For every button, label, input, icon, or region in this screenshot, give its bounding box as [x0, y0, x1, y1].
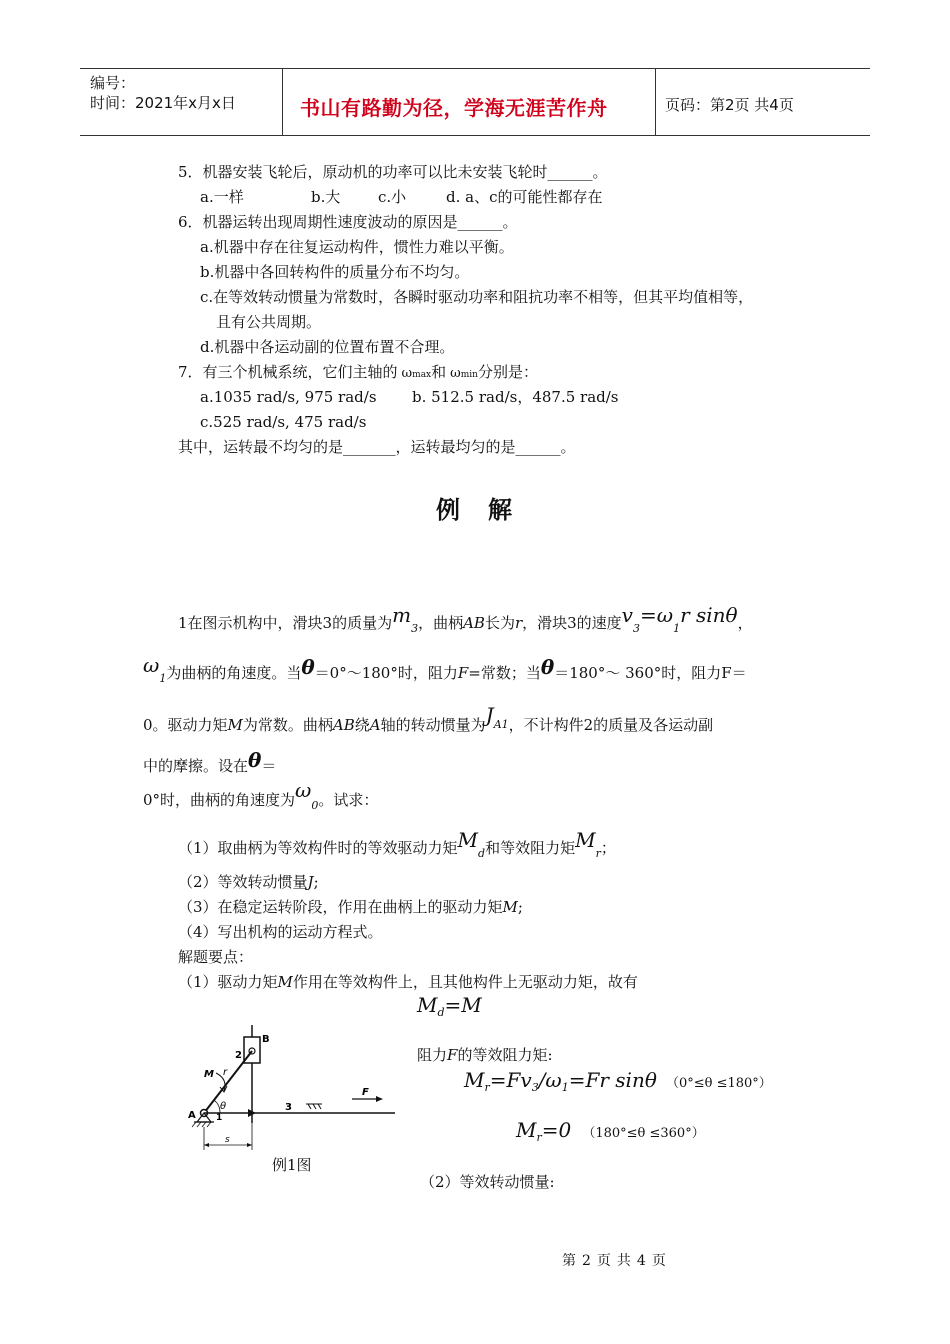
dim-arrow-left-icon: [204, 1143, 209, 1147]
label-a: A: [188, 1110, 196, 1121]
footer-page-label: 第2页共4页: [562, 1253, 672, 1269]
q5-option-c: c.小: [378, 188, 407, 206]
label-s: s: [225, 1135, 230, 1145]
resistance-label: 阻力F的等效阻力矩:: [417, 1046, 553, 1064]
label-3: 3: [285, 1102, 292, 1113]
example-line-1: 1在图示机构中，滑块3的质量为$m_3$，曲柄AB长为r，滑块3的速度$v_3=\omega_1r$ sinθ，: [178, 603, 753, 635]
solution-1: （1）驱动力矩M作用在等效构件上，且其他构件上无驱动力矩，故有: [178, 973, 638, 991]
example-line-4: 中的摩擦。设在θ＝: [143, 748, 277, 775]
doc-date-label: 时间：2021年x月x日: [90, 94, 236, 112]
ask-2: （2）等效转动惯量J;: [178, 873, 319, 891]
label-r: r: [223, 1067, 228, 1078]
q7-option-c: c.525 rad/s, 475 rad/s: [200, 413, 367, 431]
label-m: M: [204, 1069, 214, 1080]
example-line-5: 0°时，曲柄的角速度为$\omega_0$。试求：: [143, 778, 379, 812]
ask-1: （1）取曲柄为等效构件时的等效驱动力矩$M_d$和等效阻力矩$M_r$；: [178, 828, 616, 860]
dim-arrow-right-icon: [247, 1143, 252, 1147]
equation-md: $M_d=M$: [417, 993, 482, 1019]
label-1: 1: [216, 1113, 223, 1123]
q5-stem: 5．机器安装飞轮后，原动机的功率可以比未安装飞轮时______。: [178, 163, 608, 181]
ask-4: （4）写出机构的运动方程式。: [178, 923, 383, 941]
q7-question: 其中，运转最不均匀的是_______，运转最均匀的是______。: [178, 438, 576, 456]
section-title: 例解: [436, 496, 540, 524]
q6-option-c-line2: 且有公共周期。: [216, 313, 322, 331]
header-motto: 书山有路勤为径，学海无涯苦作舟: [300, 96, 608, 120]
q6-option-b: b.机器中各回转构件的质量分布不均匀。: [200, 263, 470, 281]
ground-hatch-a: [192, 1122, 211, 1127]
label-b: B: [262, 1034, 270, 1045]
q5-option-b: b.大: [311, 188, 341, 206]
q7-option-a: a.1035 rad/s, 975 rad/s: [200, 388, 377, 406]
example-line-3: 0。驱动力矩M为常数。曲柄AB绕A轴的转动惯量为JA1，不计构件2的质量及各运动副: [143, 703, 714, 734]
header-divider-left: [282, 69, 283, 135]
force-arrow-head-icon: [376, 1096, 383, 1102]
mechanism-figure: [180, 1025, 405, 1155]
header-page-label: 页码：第2页 共4页: [665, 96, 794, 114]
q6-option-a: a.机器中存在往复运动构件，惯性力难以平衡。: [200, 238, 514, 256]
q5-option-d: d. a、c的可能性都存在: [446, 188, 603, 206]
crank-ab: [204, 1051, 252, 1113]
q5-option-a: a.一样: [200, 188, 244, 206]
header-top-rule: [80, 68, 870, 69]
key-points-label: 解题要点：: [178, 948, 254, 966]
label-theta: θ: [220, 1101, 227, 1112]
q7-stem: 7．有三个机械系统，它们主轴的 ωmax和 ωmin分别是：: [178, 363, 538, 381]
header-bottom-rule: [80, 135, 870, 136]
solution-2: （2）等效转动惯量:: [420, 1173, 555, 1191]
ground-hatch-3: [306, 1104, 322, 1109]
figure-caption: 例1图: [272, 1156, 312, 1174]
q7-option-b: b. 512.5 rad/s，487.5 rad/s: [412, 388, 619, 406]
label-f: F: [362, 1087, 369, 1098]
q6-option-d: d.机器中各运动副的位置布置不合理。: [200, 338, 455, 356]
q6-option-c-line1: c.在等效转动惯量为常数时，各瞬时驱动功率和阻抗功率不相等，但其平均值相等，: [200, 288, 754, 306]
header-divider-right: [655, 69, 656, 135]
equation-mr-2: $M_r=0$ （180°≤θ ≤360°）: [516, 1118, 705, 1144]
label-2: 2: [235, 1050, 242, 1061]
equation-mr-1: $M_r=Fv_3/\omega_1=Fr$ sinθ （0°≤θ ≤180°）: [464, 1068, 772, 1094]
q6-stem: 6．机器运转出现周期性速度波动的原因是______。: [178, 213, 518, 231]
example-line-2: $\omega_1$为曲柄的角速度。当θ＝0°～180°时，阻力F=常数；当θ＝180°～ 360°时，阻力F＝: [143, 653, 747, 685]
ask-3: （3）在稳定运转阶段，作用在曲柄上的驱动力矩M;: [178, 898, 523, 916]
doc-number-label: 编号：: [90, 74, 136, 92]
